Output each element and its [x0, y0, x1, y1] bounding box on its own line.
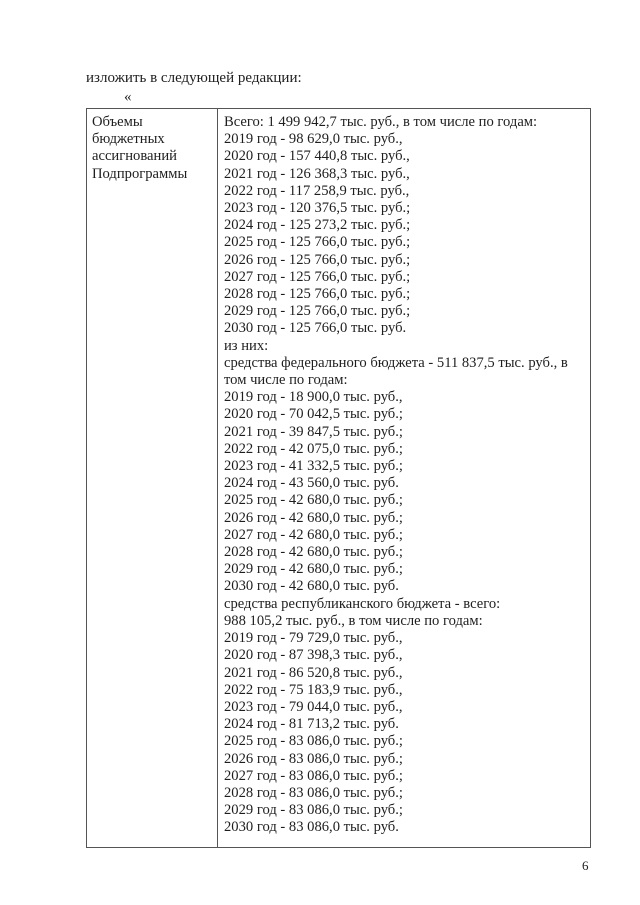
table-line: 2028 год - 42 680,0 тыс. руб.;	[224, 544, 403, 561]
table-line: 2023 год - 41 332,5 тыс. руб.;	[224, 458, 403, 475]
table-line: 2029 год - 83 086,0 тыс. руб.;	[224, 802, 403, 819]
table-line: 2022 год - 75 183,9 тыс. руб.,	[224, 681, 403, 698]
intro-text: изложить в следующей редакции:	[86, 70, 302, 86]
table-line: 2027 год - 83 086,0 тыс. руб.;	[224, 767, 403, 784]
table-line: 2024 год - 43 560,0 тыс. руб.	[224, 475, 399, 492]
table-line: 2019 год - 79 729,0 тыс. руб.,	[224, 630, 403, 647]
table-line: 2020 год - 157 440,8 тыс. руб.,	[224, 148, 410, 165]
table-line: 2026 год - 42 680,0 тыс. руб.;	[224, 509, 403, 526]
table-line: 2030 год - 125 766,0 тыс. руб.	[224, 320, 407, 337]
table-line: 988 105,2 тыс. руб., в том числе по годам:	[224, 612, 483, 629]
table-line: Всего: 1 499 942,7 тыс. руб., в том числе по годам:	[224, 114, 538, 130]
table-line: 2029 год - 42 680,0 тыс. руб.;	[224, 561, 403, 578]
table-line: 2024 год - 125 273,2 тыс. руб.;	[224, 217, 411, 234]
table-line: 2019 год - 98 629,0 тыс. руб.,	[224, 131, 403, 148]
table-line: 2019 год - 18 900,0 тыс. руб.,	[224, 389, 403, 406]
table-line: 2023 год - 79 044,0 тыс. руб.,	[224, 698, 403, 715]
table-line: 2030 год - 42 680,0 тыс. руб.	[224, 578, 399, 595]
table-line: 2022 год - 42 075,0 тыс. руб.;	[224, 440, 403, 457]
table-line: 2021 год - 86 520,8 тыс. руб.,	[224, 664, 403, 681]
table-line: 2028 год - 125 766,0 тыс. руб.;	[224, 286, 411, 303]
opening-quote-mark: «	[124, 89, 132, 105]
table-line: 2029 год - 125 766,0 тыс. руб.;	[224, 303, 411, 320]
table-line: 2027 год - 125 766,0 тыс. руб.;	[224, 268, 411, 285]
table-line: Объемы	[92, 114, 143, 130]
table-line: 2028 год - 83 086,0 тыс. руб.;	[224, 784, 403, 801]
table-line: бюджетных	[92, 131, 165, 148]
table-line: 2026 год - 125 766,0 тыс. руб.;	[224, 251, 411, 268]
table-line: 2020 год - 70 042,5 тыс. руб.;	[224, 406, 403, 423]
table-line: 2023 год - 120 376,5 тыс. руб.;	[224, 200, 411, 217]
table-line: 2030 год - 83 086,0 тыс. руб.	[224, 819, 399, 836]
table-line: 2021 год - 39 847,5 тыс. руб.;	[224, 423, 403, 440]
table-line: 2024 год - 81 713,2 тыс. руб.	[224, 716, 399, 733]
table-line: 2025 год - 42 680,0 тыс. руб.;	[224, 492, 403, 509]
table-line: 2025 год - 125 766,0 тыс. руб.;	[224, 234, 411, 251]
table-line: средства федерального бюджета - 511 837,5 тыс. руб., в	[224, 354, 568, 371]
table-line: 2026 год - 83 086,0 тыс. руб.;	[224, 750, 403, 767]
table-value-cell	[218, 109, 590, 847]
table-line: 2022 год - 117 258,9 тыс. руб.,	[224, 182, 410, 199]
table-line: средства республиканского бюджета - всего:	[224, 595, 501, 612]
table-line: 2025 год - 83 086,0 тыс. руб.;	[224, 733, 403, 750]
table-line: из них:	[224, 337, 269, 354]
table-line: 2020 год - 87 398,3 тыс. руб.,	[224, 647, 403, 664]
table-line: Подпрограммы	[92, 165, 188, 182]
table-label-cell	[87, 109, 218, 847]
budget-table	[86, 108, 591, 848]
page-number: 6	[582, 858, 589, 873]
table-line: ассигнований	[92, 148, 177, 165]
table-line: том числе по годам:	[224, 372, 348, 389]
table-line: 2027 год - 42 680,0 тыс. руб.;	[224, 526, 403, 543]
table-line: 2021 год - 126 368,3 тыс. руб.,	[224, 165, 410, 182]
